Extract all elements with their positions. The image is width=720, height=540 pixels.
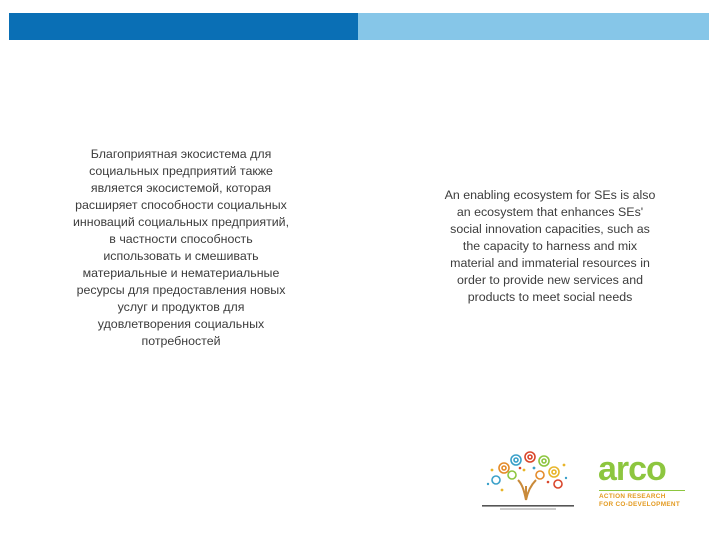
english-text-block: An enabling ecosystem for SEs is also an ecosystem that enhances SEs' social innovation capacities, such as the capacity to harness and mix material and immaterial resources in order to provide new services and products to meet social needs xyxy=(444,188,656,304)
tree-logo-caption xyxy=(478,503,578,511)
header-bar-light xyxy=(358,13,709,40)
arco-logo xyxy=(598,450,688,515)
russian-text-block: Благоприятная экосистема для социальных предприятий также является экосистемой, которая расширяет способности социальных инноваций социальных предприятий, в частности способность использовать и смешивать материальные и нематериальные ресурсы для предоставления новых услуг и продуктов для удовлетворения социальных потребностей xyxy=(72,147,290,348)
arco-tagline-line2: FOR CO-DEVELOPMENT xyxy=(599,501,681,508)
arco-logo-rule xyxy=(599,490,685,491)
arco-logo-word: arco xyxy=(598,450,666,488)
header-bar-dark xyxy=(9,13,358,40)
arco-tagline-line1: ACTION RESEARCH xyxy=(599,493,666,500)
